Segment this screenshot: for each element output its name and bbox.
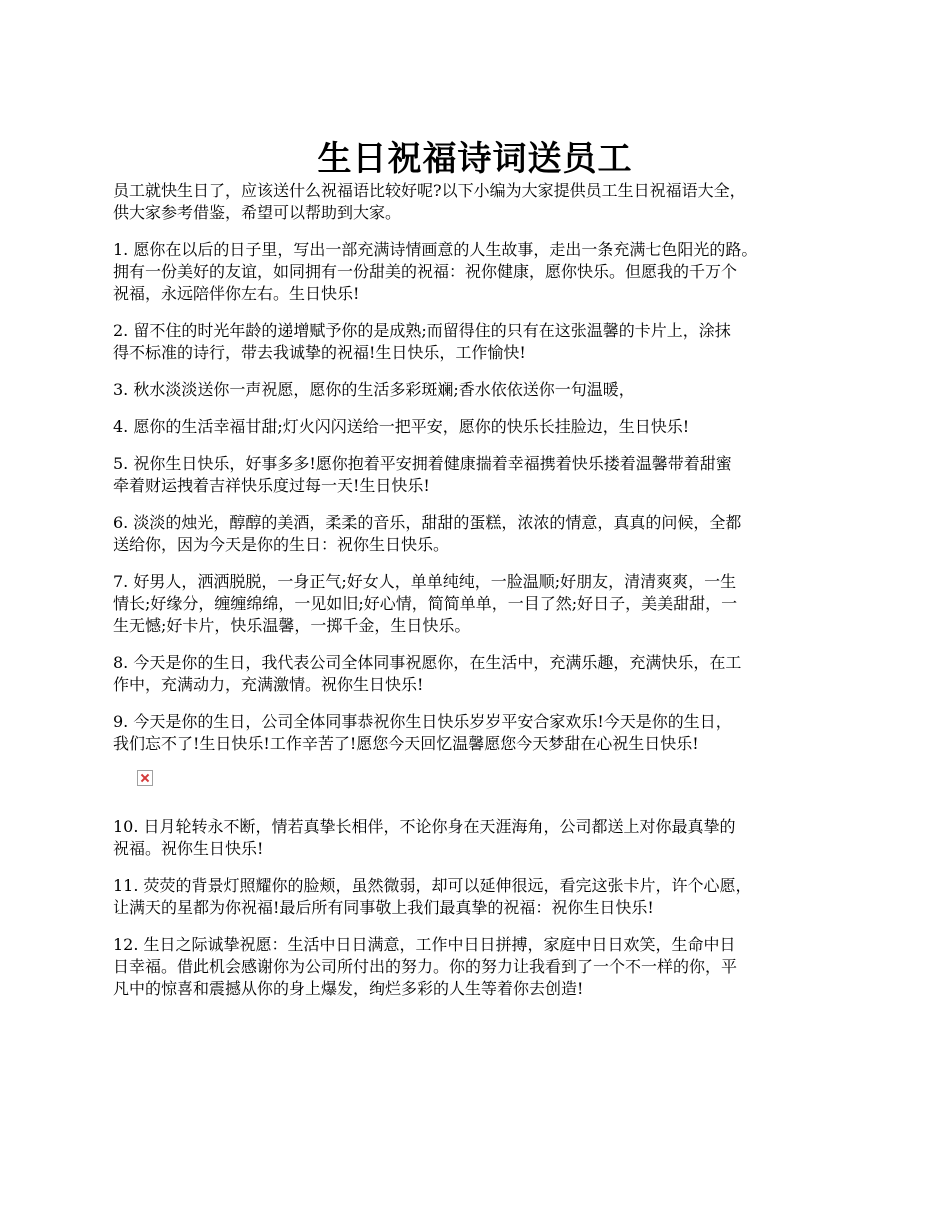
wish-line: 凡中的惊喜和震撼从你的身上爆发，绚烂多彩的人生等着你去创造!	[113, 979, 584, 998]
wish-line: 2. 留不住的时光年龄的递增赋予你的是成熟;而留得住的只有在这张温馨的卡片上，涂抹	[113, 321, 731, 340]
wish-line: 送给你，因为今天是你的生日：祝你生日快乐。	[113, 535, 450, 554]
wish-item-6	[113, 512, 853, 556]
wish-line: 10. 日月轮转永不断，情若真挚长相伴，不论你身在天涯海角，公司都送上对你最真挚的	[113, 817, 736, 836]
wish-line: 作中，充满动力，充满激情。祝你生日快乐!	[113, 675, 424, 694]
wish-item-9	[113, 711, 853, 755]
document-body	[113, 180, 853, 1015]
wish-item-8	[113, 652, 853, 696]
wish-line: 1. 愿你在以后的日子里，写出一部充满诗情画意的人生故事，走出一条充满七色阳光的路。	[113, 240, 758, 259]
wish-line: 拥有一份美好的友谊，如同拥有一份甜美的祝福：祝你健康，愿你快乐。但愿我的千万个	[113, 262, 738, 281]
wish-item-3	[113, 379, 853, 401]
wish-item-5	[113, 453, 853, 497]
wish-line: 得不标准的诗行，带去我诚挚的祝福!生日快乐，工作愉快!	[113, 343, 526, 362]
wish-line: 我们忘不了!生日快乐!工作辛苦了!愿您今天回忆温馨愿您今天梦甜在心祝生日快乐!	[113, 734, 699, 753]
wish-item-4	[113, 416, 853, 438]
wish-line: 牵着财运拽着吉祥快乐度过每一天!生日快乐!	[113, 476, 430, 495]
wish-line: 8. 今天是你的生日，我代表公司全体同事祝愿你，在生活中，充满乐趣，充满快乐，在工	[113, 653, 742, 672]
wish-line: 让满天的星都为你祝福!最后所有同事敬上我们最真挚的祝福：祝你生日快乐!	[113, 898, 654, 917]
broken-image-icon	[137, 770, 153, 786]
wish-line: 日幸福。借此机会感谢你为公司所付出的努力。你的努力让我看到了一个不一样的你，平	[113, 957, 738, 976]
wish-line: 5. 祝你生日快乐，好事多多!愿你抱着平安拥着健康揣着幸福携着快乐搂着温馨带着甜蜜	[113, 454, 732, 473]
wish-item-11	[113, 875, 853, 919]
wish-line: 生无憾;好卡片，快乐温馨，一掷千金，生日快乐。	[113, 616, 471, 635]
intro-line: 员工就快生日了，应该送什么祝福语比较好呢?以下小编为大家提供员工生日祝福语大全，	[113, 181, 746, 200]
wish-line: 6. 淡淡的烛光，醇醇的美酒，柔柔的音乐，甜甜的蛋糕，浓浓的情意，真真的问候，全都	[113, 513, 742, 532]
page-title: 生日祝福诗词送员工	[317, 138, 633, 179]
wish-line: 12. 生日之际诚挚祝愿：生活中日日满意，工作中日日拼搏，家庭中日日欢笑，生命中日	[113, 935, 736, 954]
wish-line: 3. 秋水淡淡送你一声祝愿，愿你的生活多彩斑斓;香水依依送你一句温暖，	[113, 380, 635, 399]
wish-item-2	[113, 320, 853, 364]
wish-line: 9. 今天是你的生日，公司全体同事恭祝你生日快乐岁岁平安合家欢乐!今天是你的生日，	[113, 712, 732, 731]
wish-line: 11. 荧荧的背景灯照耀你的脸颊，虽然微弱，却可以延伸很远，看完这张卡片，许个心愿，	[113, 876, 752, 895]
wish-line: 4. 愿你的生活幸福甘甜;灯火闪闪送给一把平安，愿你的快乐长挂脸边，生日快乐!	[113, 417, 690, 436]
intro-line: 供大家参考借鉴，希望可以帮助到大家。	[113, 203, 402, 222]
wish-item-10	[113, 816, 853, 860]
intro-paragraph	[113, 180, 853, 224]
wish-item-7	[113, 571, 853, 637]
wish-line: 祝福，永远陪伴你左右。生日快乐!	[113, 284, 360, 303]
wish-item-1	[113, 239, 853, 305]
wish-line: 7. 好男人，洒洒脱脱，一身正气;好女人，单单纯纯，一脸温顺;好朋友，清清爽爽，一生	[113, 572, 737, 591]
wish-line: 情长;好缘分，缠缠绵绵，一见如旧;好心情，简简单单，一目了然;好日子，美美甜甜，一	[113, 594, 738, 613]
wish-line: 祝福。祝你生日快乐!	[113, 839, 264, 858]
wish-item-12	[113, 934, 853, 1000]
